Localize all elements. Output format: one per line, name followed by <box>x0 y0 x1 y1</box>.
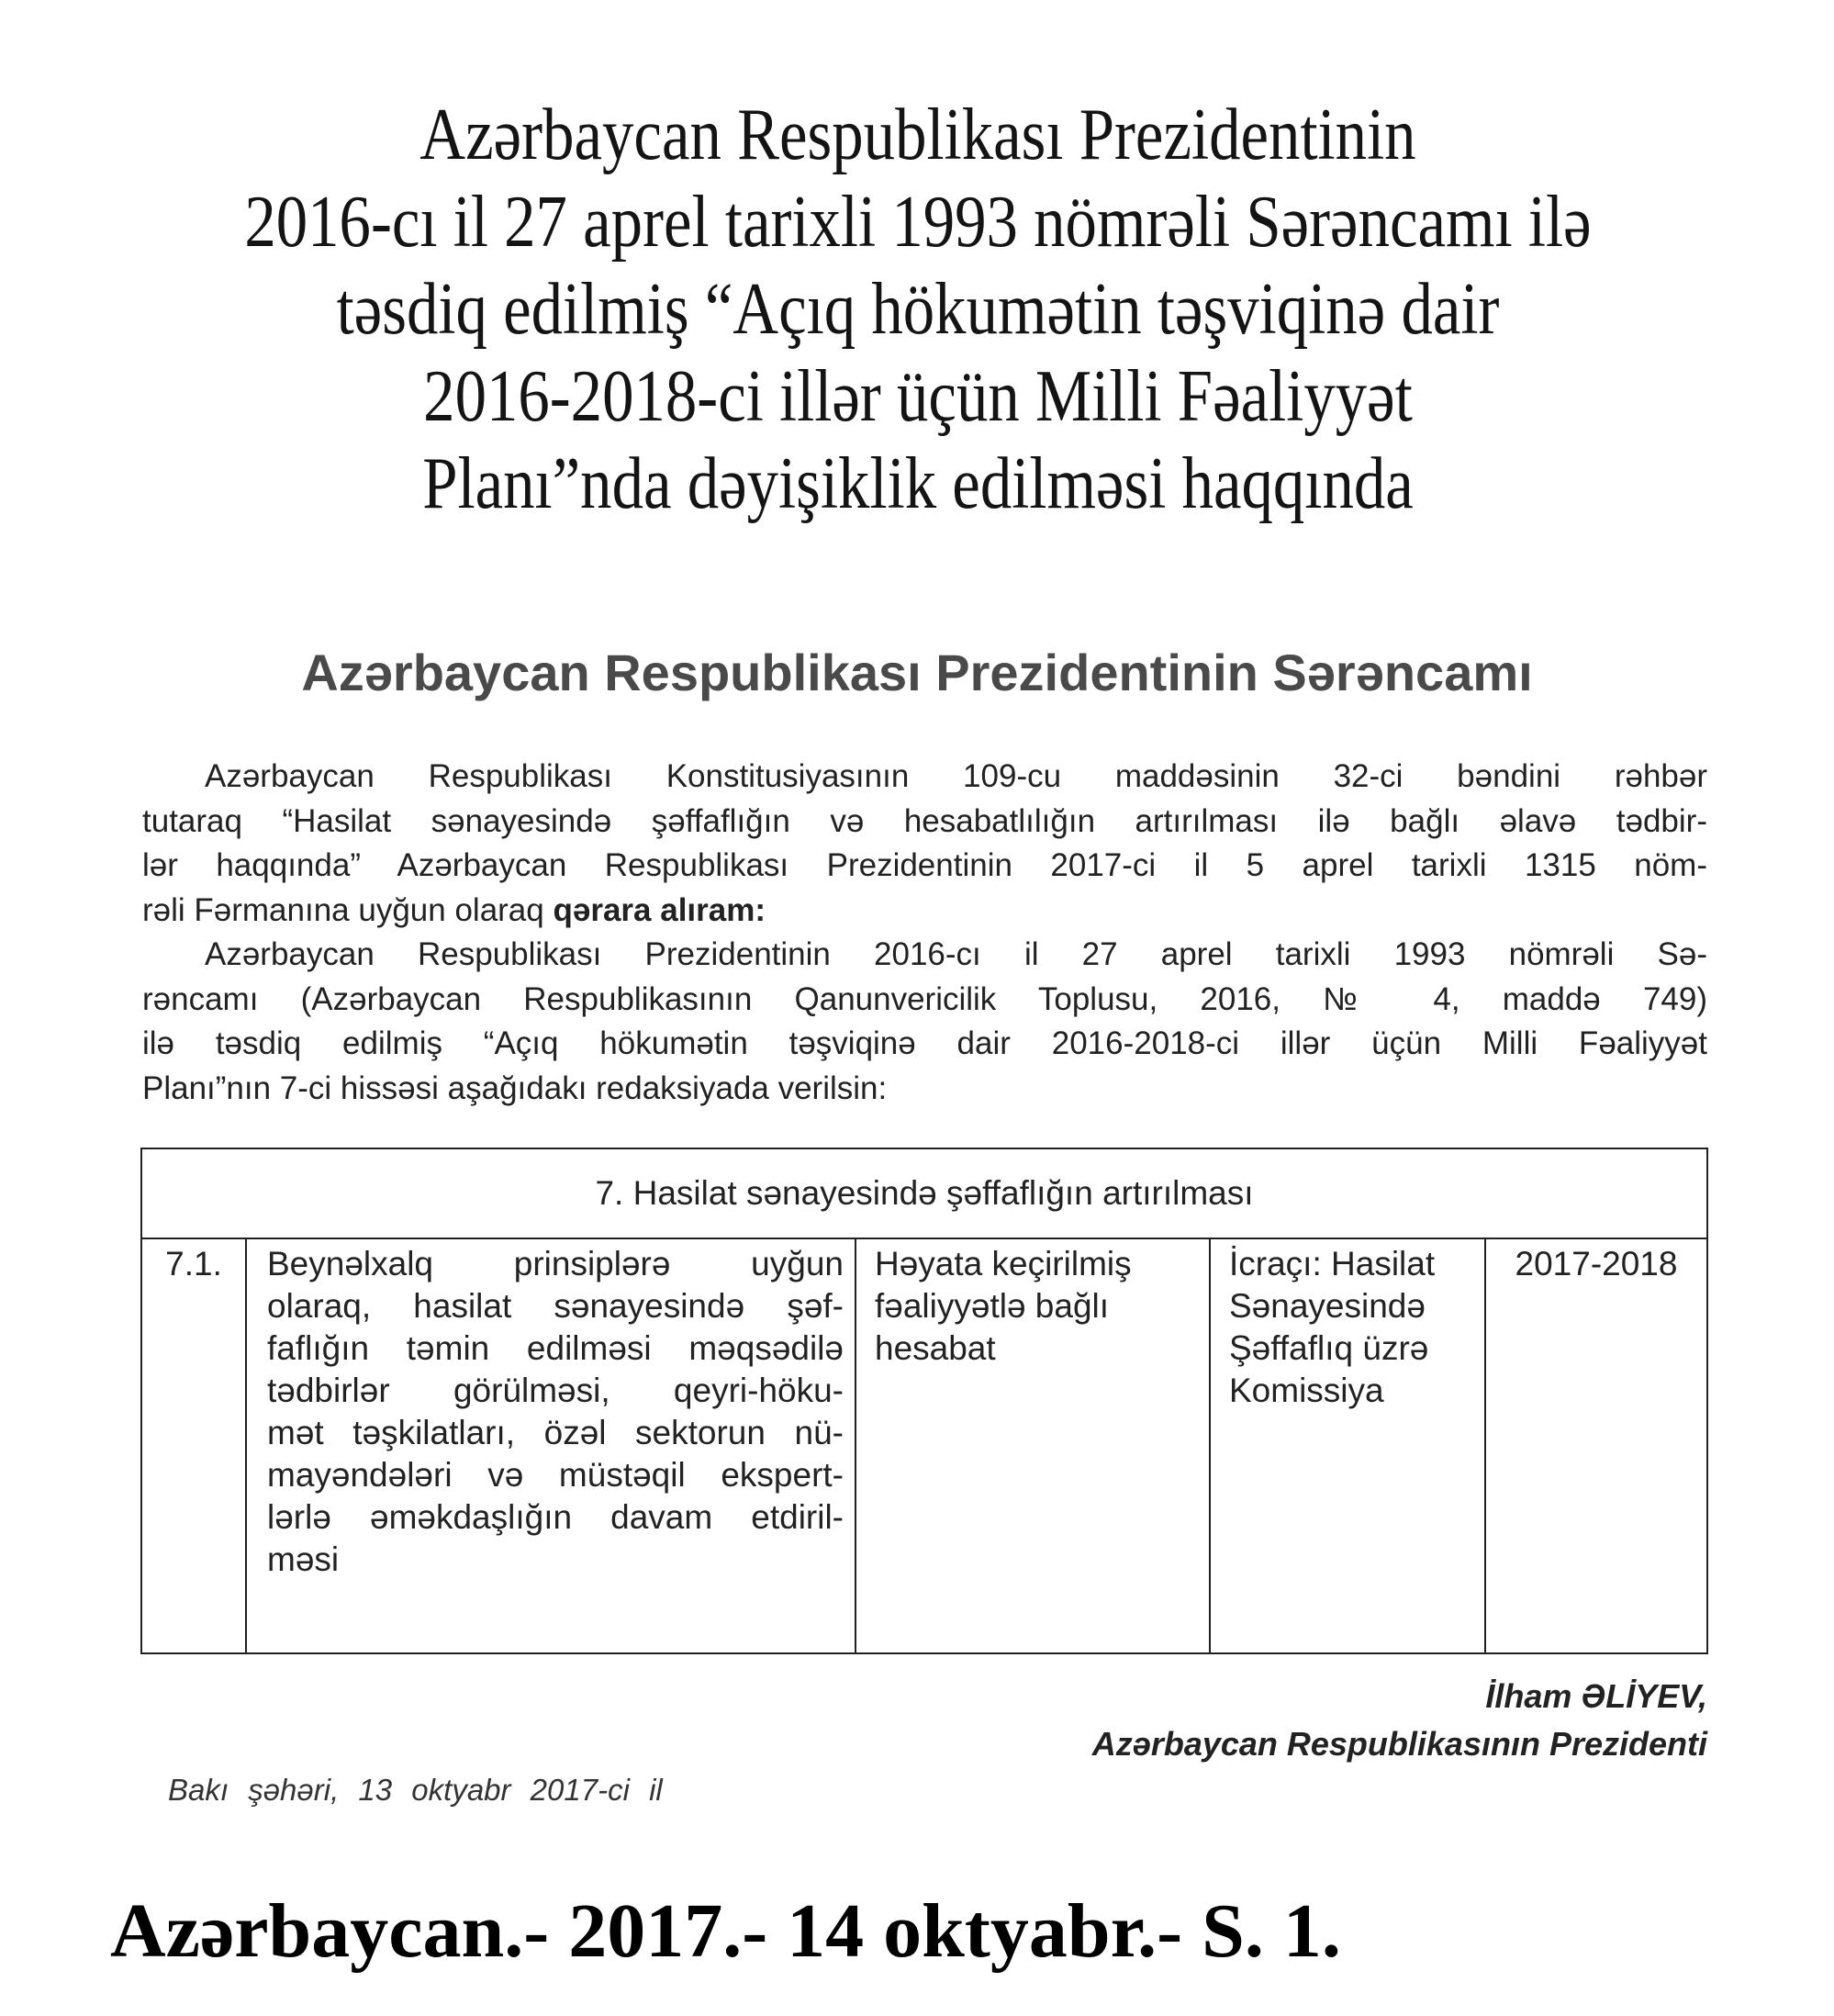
result-line: fəaliyyətlə bağlı <box>875 1287 1110 1325</box>
description-line: məsi <box>267 1540 340 1578</box>
table-row <box>141 1238 1707 1653</box>
signature-block <box>1092 1673 1707 1768</box>
publication-source: Azərbaycan.- 2017.- 14 oktyabr.- S. 1. <box>110 1888 1341 1974</box>
title-line: 2016-2018-ci illər üçün Milli Fəaliyyət <box>423 356 1413 437</box>
executor-line: Sənayesində <box>1229 1287 1426 1325</box>
place-and-date: Bakı şəhəri, 13 oktyabr 2017-ci il <box>168 1773 663 1807</box>
result-line: Həyata keçirilmiş <box>875 1245 1132 1282</box>
title-line: təsdiq edilmiş “Açıq hökumətin təşviqinə dair <box>336 269 1500 350</box>
description-line: Beynəlxalq prinsiplərə uyğun <box>267 1245 844 1282</box>
paragraph2-line: Planı”nın 7-ci hissəsi aşağıdakı redaksiyada verilsin: <box>142 1070 888 1106</box>
title-line: Planı”nda dəyişiklik edilməsi haqqında <box>422 443 1414 524</box>
signer-name: İlham ƏLİYEV, <box>1485 1677 1707 1715</box>
section-heading: 7. Hasilat sənayesində şəffaflığın artırılması <box>141 1148 1707 1238</box>
paragraph1-last-text: rəli Fərmanına uyğun olaraq <box>142 891 544 928</box>
description-line: faflığın təmin edilməsi məqsədilə <box>267 1329 844 1367</box>
decree-title <box>207 92 1628 528</box>
executor-line: Komissiya <box>1229 1372 1384 1409</box>
description-line: olaraq, hasilat sənayesində şəf- <box>267 1287 844 1325</box>
item-term: 2017-2018 <box>1485 1238 1707 1653</box>
result-line: hesabat <box>875 1329 996 1367</box>
description-line: mət təşkilatları, özəl sektorun nü- <box>267 1414 844 1451</box>
item-description <box>246 1238 855 1653</box>
title-line: Azərbaycan Respublikası Prezidentinin <box>419 95 1416 175</box>
item-result <box>855 1238 1210 1653</box>
paragraph1-line: tutaraq “Hasilat sənayesində şəffaflığın və hesabatlılığın artırılması ilə bağlı əlavə tədbir- <box>142 802 1707 839</box>
table-section-row <box>141 1148 1707 1238</box>
paragraph2-line: Azərbaycan Respublikası Prezidentinin 2016-cı il 27 aprel tarixli 1993 nömrəli Sə- <box>205 936 1707 972</box>
paragraph2-line: rəncamı (Azərbaycan Respublikasının Qanunvericilik Toplusu, 2016, № 4, maddə 749) <box>142 980 1707 1017</box>
paragraph1-line: lər haqqında” Azərbaycan Respublikası Prezidentinin 2017-ci il 5 aprel tarixli 1315 nöm- <box>142 847 1707 883</box>
description-line: tədbirlər görülməsi, qeyri-höku- <box>267 1372 844 1409</box>
decree-body <box>142 755 1707 1111</box>
resolution-phrase: qərara alıram: <box>553 891 766 928</box>
signer-position: Azərbaycan Respublikasının Prezidenti <box>1091 1725 1707 1763</box>
paragraph1-line: Azərbaycan Respublikası Konstitusiyasının 109-cu maddəsinin 32-ci bəndini rəhbər <box>205 758 1707 794</box>
item-executor <box>1210 1238 1485 1653</box>
description-line: mayəndələri və müstəqil ekspert- <box>267 1456 844 1494</box>
document-type-heading: Azərbaycan Respublikası Prezidentinin Sərəncamı <box>301 644 1533 701</box>
paragraph1-last-line <box>142 889 1707 934</box>
action-plan-table <box>140 1148 1708 1654</box>
title-line: 2016-cı il 27 aprel tarixli 1993 nömrəli Sərəncamı ilə <box>244 182 1592 263</box>
description-line: lərlə əməkdaşlığın davam etdiril- <box>267 1498 844 1536</box>
item-number: 7.1. <box>141 1238 246 1653</box>
paragraph2-line: ilə təsdiq edilmiş “Açıq hökumətin təşviqinə dair 2016-2018-ci illər üçün Milli Fəaliyyət <box>142 1025 1707 1061</box>
executor-line: İcraçı: Hasilat <box>1229 1245 1436 1282</box>
executor-line: Şəffaflıq üzrə <box>1229 1329 1429 1367</box>
